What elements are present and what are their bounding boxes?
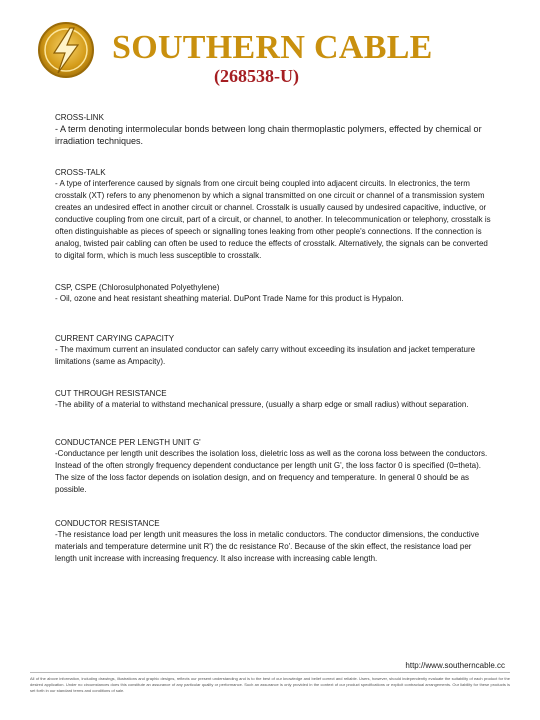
glossary-entry xyxy=(55,333,495,368)
entry-term: CUT THROUGH RESISTANCE xyxy=(55,389,167,398)
glossary-entry xyxy=(55,282,495,305)
entry-term: CROSS-LINK xyxy=(55,113,104,122)
page-header xyxy=(0,0,540,100)
company-code: (268538-U) xyxy=(214,66,299,86)
glossary-entry xyxy=(55,167,495,262)
entry-term: CONDUCTANCE PER LENGTH UNIT G' xyxy=(55,438,201,447)
legal-disclaimer: All of the above information, including drawings, illustrations and graphic designs, reflects our present understanding and is to the best of our knowledge and belief correct and reliable. Users, however, should independently evaluate the suitability of each product for the desired application. Under no circumstances does this constitute an assurance of any particular quality or performance. Such an assurance is only provided in the context of our product specifications or explicit contractual arrangements. Our liability for these products is set forth in our standard terms and conditions of sale. xyxy=(30,676,510,693)
website-link[interactable]: http://www.southerncable.cc xyxy=(405,661,505,670)
entry-definition: - A type of interference caused by signals from one circuit being coupled into adjacent circuits. In electronics, the term crosstalk (XT) refers to any phenomenon by which a signal transmitted on one circuit or channel of a transmission system creates an undesired effect in another circuit or channel. Crosstalk is usually caused by undesired capacitive, inductive, or conductive coupling from one circuit, part of a circuit, or channel, to another. In telecommunication or telephony, crosstalk is often distinguishable as pieces of speech or signalling tones leaking from other people's connections. If the connection is analog, twisted pair cabling can often be used to reduce the effects of crosstalk. Alternatively, the signals can be converted to digital form, which is much less susceptible to crosstalk. xyxy=(55,179,491,260)
entry-definition: - The maximum current an insulated conductor can safely carry without exceeding its insulation and jacket temperature limitations (same as Ampacity). xyxy=(55,345,476,366)
entry-definition: -The ability of a material to withstand mechanical pressure, (usually a sharp edge or small radius) without separation. xyxy=(55,400,469,409)
glossary xyxy=(55,112,495,565)
footer-divider xyxy=(30,672,510,673)
entry-term: CROSS-TALK xyxy=(55,168,106,177)
entry-definition: -Conductance per length unit describes the isolation loss, dieletric loss as well as the corona loss between the conductors. Instead of the often strongly frequency dependent conductance per length unit G', the loss factor 0 is specified (0=theta). The size of the loss factor depends on isolation design, and on frequency and temperature. In general 0 should be as possible. xyxy=(55,449,488,494)
entry-definition: -The resistance load per length unit measures the loss in metalic conductors. The conductor dimensions, the conductive materials and temperature determine unit R') the dc resistance Ro'. Because of the skin effect, the resistance load per length unit increase with increasing frequency. It also increase with increasing cable length. xyxy=(55,530,480,563)
lightning-bolt-icon xyxy=(36,20,96,80)
entry-definition: - Oil, ozone and heat resistant sheathing material. DuPont Trade Name for this product is Hypalon. xyxy=(55,294,404,303)
glossary-entry xyxy=(55,388,495,411)
glossary-entry xyxy=(55,437,495,496)
glossary-entry xyxy=(55,112,495,147)
entry-term: CURRENT CARYING CAPACITY xyxy=(55,334,175,343)
entry-definition: - A term denoting intermolecular bonds between long chain thermoplastic polymers, effected by chemical or irradiation techniques. xyxy=(55,124,482,146)
brand-name: SOUTHERN CABLE xyxy=(112,29,433,66)
glossary-entry xyxy=(55,518,495,565)
entry-term: CONDUCTOR RESISTANCE xyxy=(55,519,160,528)
entry-term: CSP, CSPE (Chlorosulphonated Polyethylene) xyxy=(55,283,220,292)
